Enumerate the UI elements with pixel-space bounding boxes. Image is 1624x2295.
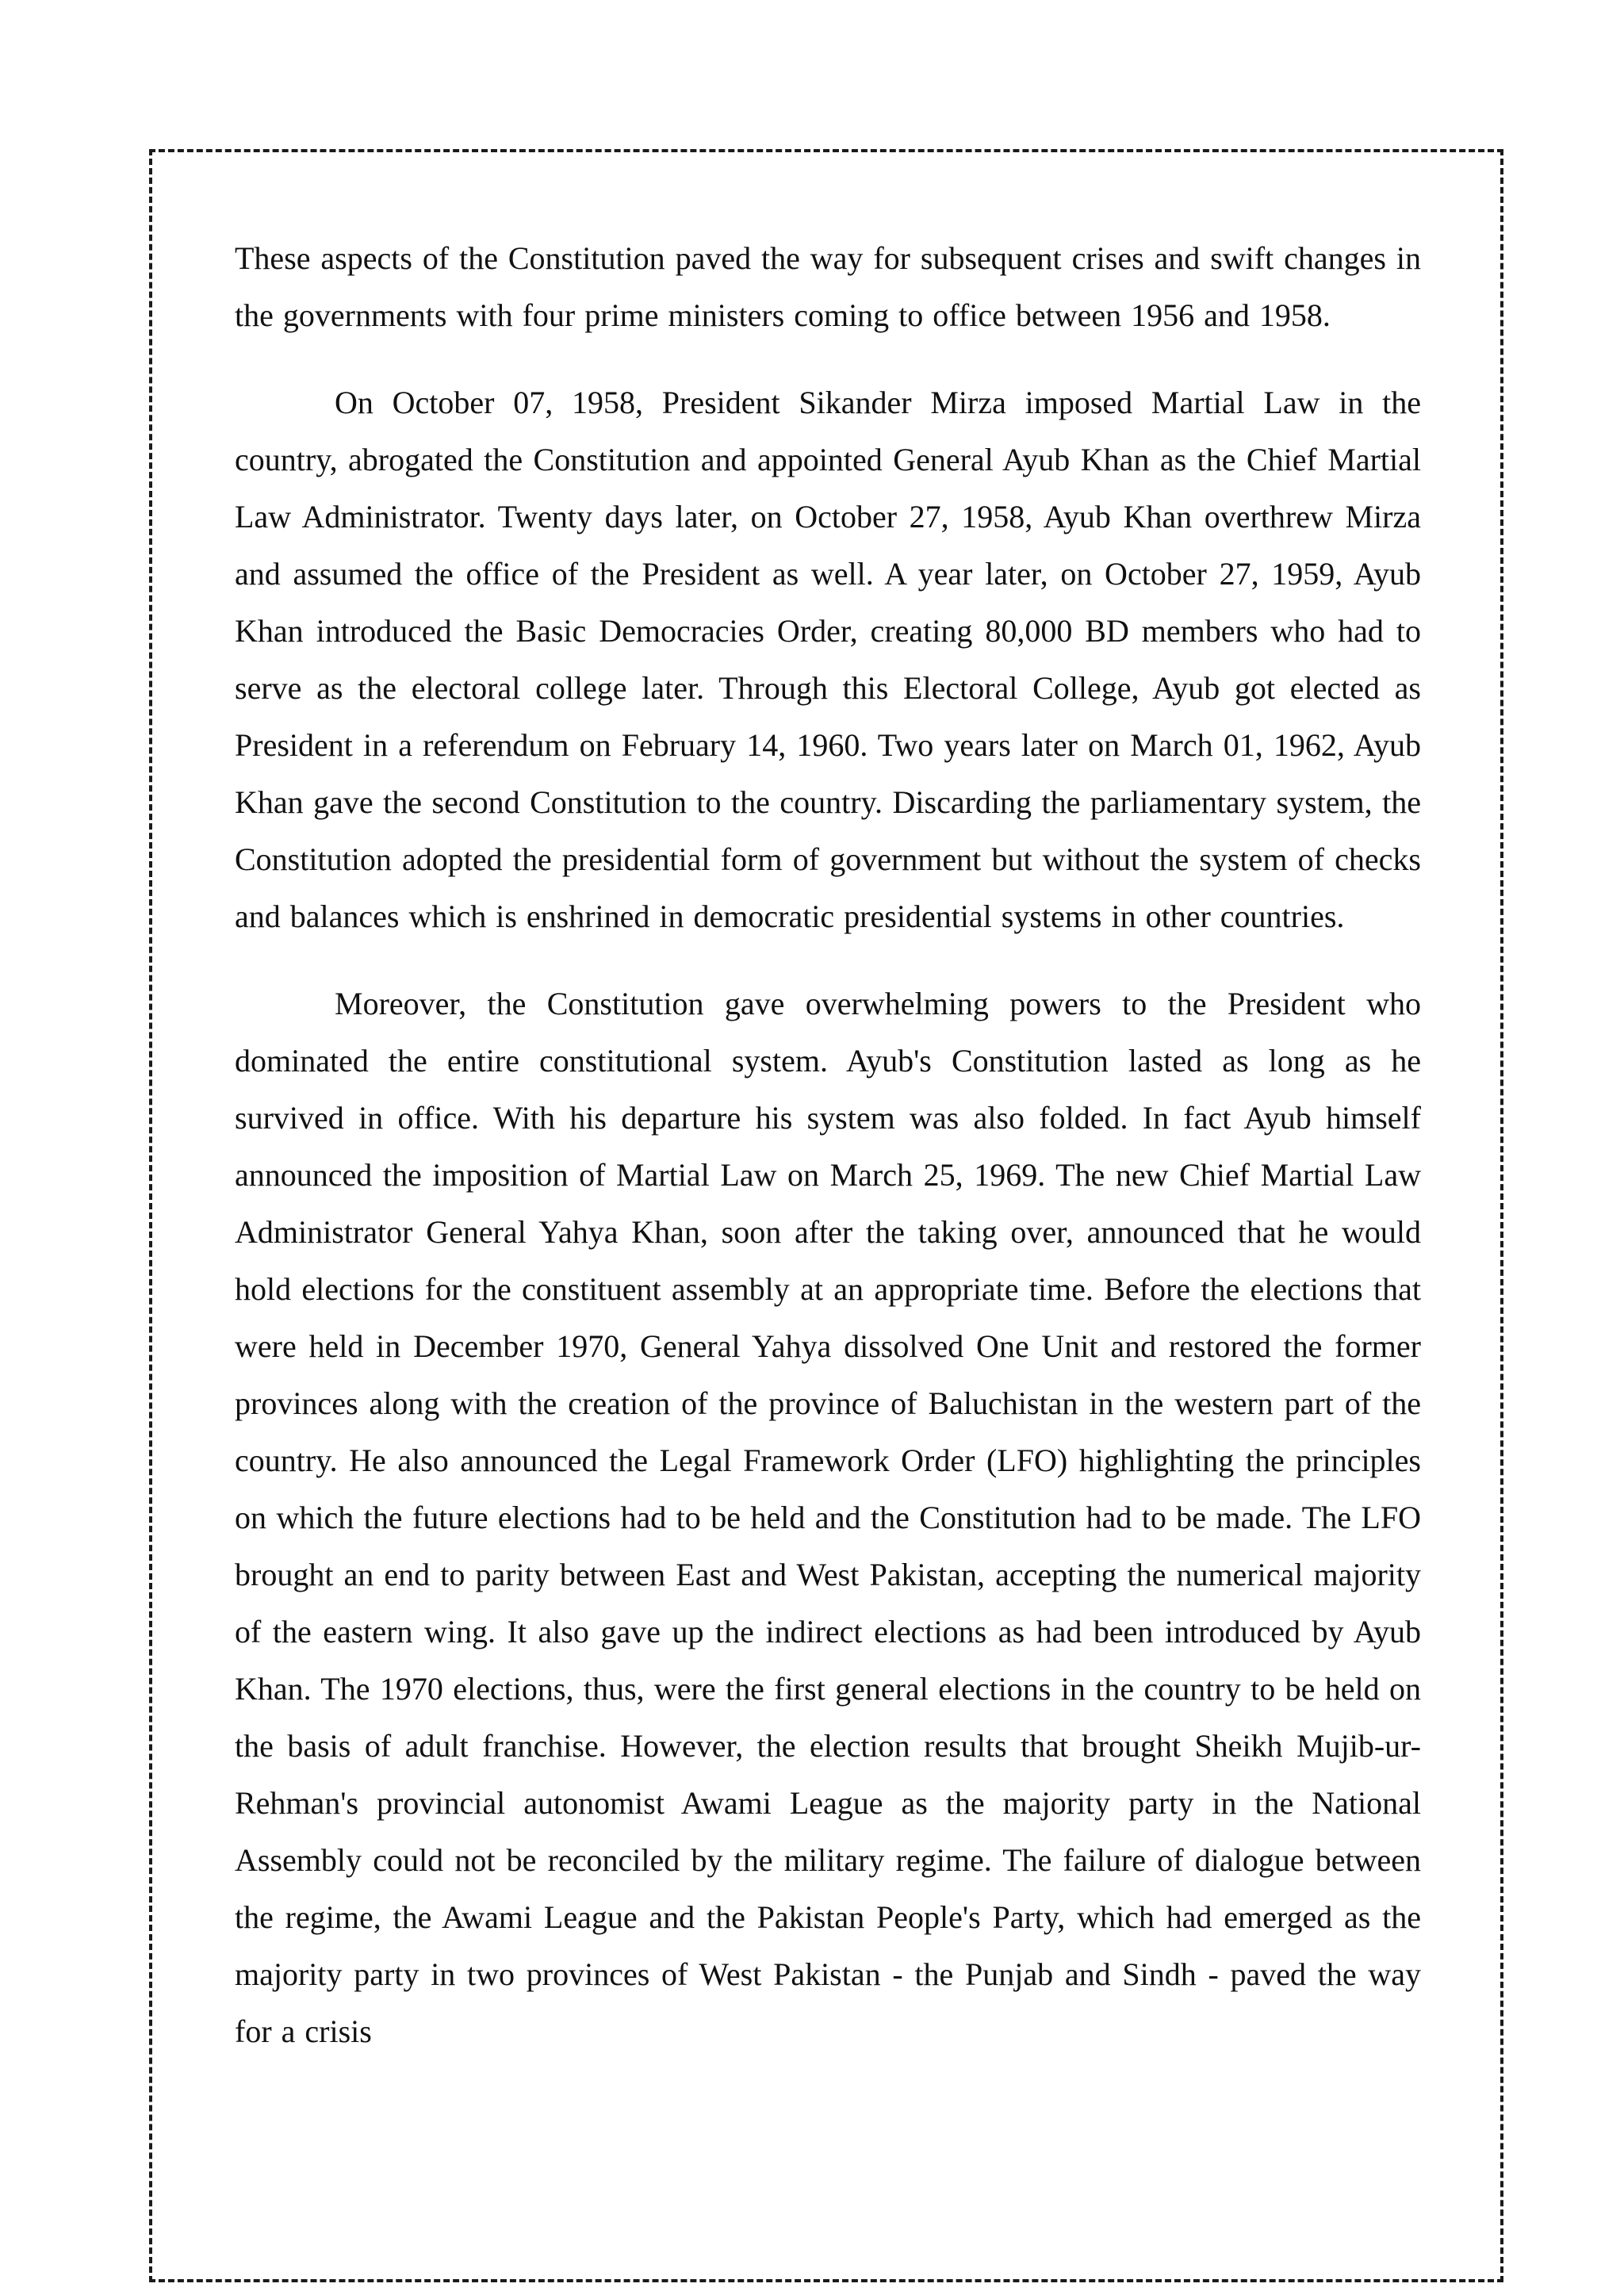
paragraph-3: Moreover, the Constitution gave overwhelming powers to the President who dominated the entire constitutional system. Ayub's Constitution lasted as long as he survived in office. With his departure his system was also folded. In fact Ayub himself announced the imposition of Martial Law on March 25, 1969. The new Chief Martial Law Administrator General Yahya Khan, soon after the taking over, announced that he would hold elections for the constituent assembly at an appropriate time. Before the elections that were held in December 1970, General Yahya dissolved One Unit and restored the former provinces along with the creation of the province of Baluchistan in the western part of the country. He also announced the Legal Framework Order (LFO) highlighting the principles on which the future elections had to be held and the Constitution had to be made. The LFO brought an end to parity between East and West Pakistan, accepting the numerical majority of the eastern wing. It also gave up the indirect elections as had been introduced by Ayub Khan. The 1970 elections, thus, were the first general elections in the country to be held on the basis of adult franchise. However, the election results that brought Sheikh Mujib-ur-Rehman's provincial autonomist Awami League as the majority party in the National Assembly could not be reconciled by the military regime. The failure of dialogue between the regime, the Awami League and the Pakistan People's Party, which had emerged as the majority party in two provinces of West Pakistan - the Punjab and Sindh - paved the way for a crisis	[235, 986, 1421, 2049]
document-body	[235, 230, 1421, 2060]
paragraph-1: These aspects of the Constitution paved the way for subsequent crises and swift changes in the governments with four prime ministers coming to office between 1956 and 1958.	[235, 240, 1421, 333]
paragraph-2: On October 07, 1958, President Sikander Mirza imposed Martial Law in the country, abrogated the Constitution and appointed General Ayub Khan as the Chief Martial Law Administrator. Twenty days later, on October 27, 1958, Ayub Khan overthrew Mirza and assumed the office of the President as well. A year later, on October 27, 1959, Ayub Khan introduced the Basic Democracies Order, creating 80,000 BD members who had to serve as the electoral college later. Through this Electoral College, Ayub got elected as President in a referendum on February 14, 1960. Two years later on March 01, 1962, Ayub Khan gave the second Constitution to the country. Discarding the parliamentary system, the Constitution adopted the presidential form of government but without the system of checks and balances which is enshrined in democratic presidential systems in other countries.	[235, 385, 1421, 934]
